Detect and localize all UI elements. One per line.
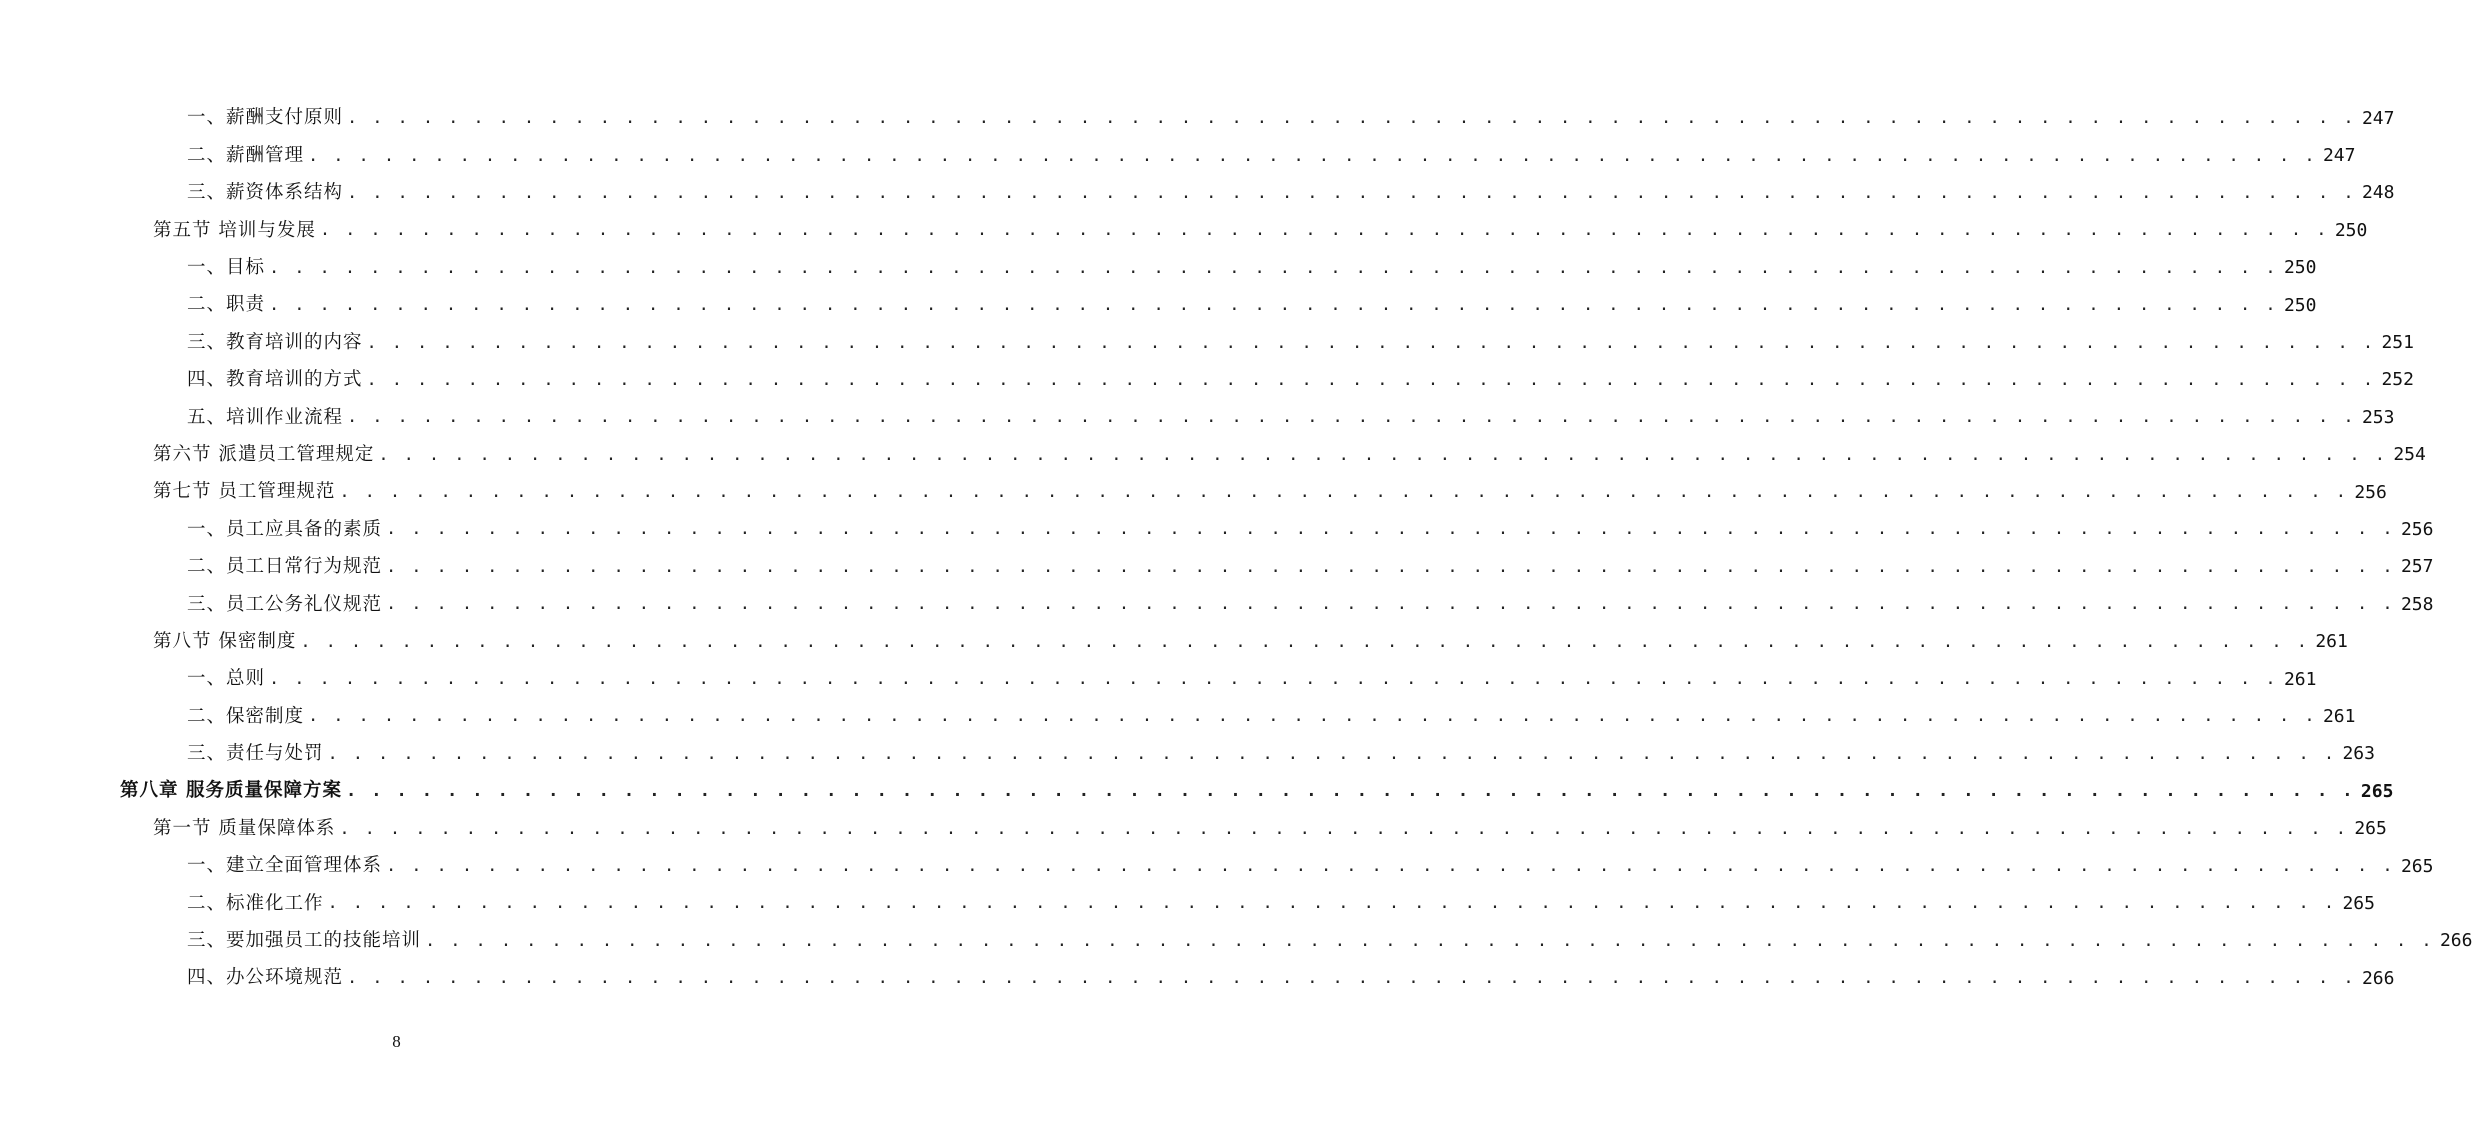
toc-section-entry[interactable]	[0, 474, 2387, 511]
toc-subsection-entry[interactable]	[0, 960, 2395, 997]
toc-entry-page: 266	[2439, 930, 2473, 952]
toc-entry-page: 261	[2322, 705, 2356, 727]
toc-subsection-entry[interactable]	[0, 137, 2356, 174]
toc-dot-leader: . . . . . . . . . . . . . . . . . . . . . . . . . . . . . . . . . . . . . . . . . . . . . . . . . . . . . . . . . . . . . . . . . . . . . . . . . . . . . . . .	[269, 257, 2278, 278]
toc-dot-leader: . . . . . . . . . . . . . . . . . . . . . . . . . . . . . . . . . . . . . . . . . . . . . . . . . . . . . . . . . . . . . . . . . . . . . . . . . . . . . . . .	[345, 781, 2355, 802]
toc-entry-title: 一、总则	[187, 668, 266, 690]
toc-dot-leader: . . . . . . . . . . . . . . . . . . . . . . . . . . . . . . . . . . . . . . . . . . . . . . . . . . . . . . . . . . . . . . . . . . . . . . . . . . . . . . . .	[327, 893, 2337, 914]
toc-entry-title: 第七节 员工管理规范	[153, 481, 336, 503]
toc-subsection-entry[interactable]	[0, 549, 2434, 586]
toc-entry-page: 250	[2334, 219, 2368, 241]
toc-entry-title: 三、教育培训的内容	[187, 331, 363, 353]
toc-entry-title: 第八章 服务质量保障方案	[120, 780, 342, 802]
toc-dot-leader: . . . . . . . . . . . . . . . . . . . . . . . . . . . . . . . . . . . . . . . . . . . . . . . . . . . . . . . . . . . . . . . . . . . . . . . . . . . . . . . .	[339, 482, 2349, 503]
toc-entry-page: 253	[2361, 406, 2395, 428]
toc-dot-leader: . . . . . . . . . . . . . . . . . . . . . . . . . . . . . . . . . . . . . . . . . . . . . . . . . . . . . . . . . . . . . . . . . . . . . . . . . . . . . . . .	[347, 407, 2356, 428]
toc-entry-title: 二、薪酬管理	[187, 144, 305, 166]
toc-entry-title: 四、办公环境规范	[187, 967, 344, 989]
toc-dot-leader: . . . . . . . . . . . . . . . . . . . . . . . . . . . . . . . . . . . . . . . . . . . . . . . . . . . . . . . . . . . . . . . . . . . . . . . . . . . . . . . .	[386, 519, 2395, 540]
toc-entry-title: 第六节 派遣员工管理规定	[153, 443, 375, 465]
toc-dot-leader: . . . . . . . . . . . . . . . . . . . . . . . . . . . . . . . . . . . . . . . . . . . . . . . . . . . . . . . . . . . . . . . . . . . . . . . . . . . . . . . .	[386, 556, 2395, 577]
toc-entry-page: 265	[2360, 780, 2394, 802]
toc-entry-title: 四、教育培训的方式	[187, 369, 363, 391]
toc-entry-page: 266	[2361, 967, 2395, 989]
toc-entry-page: 251	[2381, 332, 2414, 354]
toc-entry-page: 250	[2283, 257, 2317, 279]
toc-entry-title: 一、薪酬支付原则	[187, 107, 344, 129]
page-number: 8	[392, 1032, 401, 1051]
toc-dot-leader: . . . . . . . . . . . . . . . . . . . . . . . . . . . . . . . . . . . . . . . . . . . . . . . . . . . . . . . . . . . . . . . . . . . . . . . . . . . . . . . .	[269, 669, 2278, 690]
toc-dot-leader: . . . . . . . . . . . . . . . . . . . . . . . . . . . . . . . . . . . . . . . . . . . . . . . . . . . . . . . . . . . . . . . . . . . . . . . . . . . . . . . .	[300, 631, 2310, 652]
toc-dot-leader: . . . . . . . . . . . . . . . . . . . . . . . . . . . . . . . . . . . . . . . . . . . . . . . . . . . . . . . . . . . . . . . . . . . . . . . . . . . . . . . .	[319, 220, 2329, 241]
toc-subsection-entry[interactable]	[0, 848, 2434, 885]
toc-entry-page: 247	[2361, 107, 2395, 129]
toc-entry-title: 三、薪资体系结构	[187, 182, 344, 204]
toc-dot-leader: . . . . . . . . . . . . . . . . . . . . . . . . . . . . . . . . . . . . . . . . . . . . . . . . . . . . . . . . . . . . . . . . . . . . . . . . . . . . . . . .	[339, 818, 2349, 839]
toc-entry-page: 257	[2400, 556, 2434, 578]
toc-entry-title: 二、职责	[187, 294, 266, 316]
toc-entry-page: 247	[2322, 145, 2356, 167]
toc-entry-title: 一、建立全面管理体系	[187, 855, 383, 877]
toc-subsection-entry[interactable]	[0, 698, 2356, 735]
toc-subsection-entry[interactable]	[0, 324, 2414, 361]
toc-entry-title: 三、要加强员工的技能培训	[187, 930, 422, 952]
toc-dot-leader: . . . . . . . . . . . . . . . . . . . . . . . . . . . . . . . . . . . . . . . . . . . . . . . . . . . . . . . . . . . . . . . . . . . . . . . . . . . . . . . .	[327, 743, 2337, 764]
toc-entry-title: 二、员工日常行为规范	[187, 556, 383, 578]
toc-dot-leader: . . . . . . . . . . . . . . . . . . . . . . . . . . . . . . . . . . . . . . . . . . . . . . . . . . . . . . . . . . . . . . . . . . . . . . . . . . . . . . . .	[347, 108, 2356, 129]
toc-entry-title: 一、员工应具备的素质	[187, 518, 383, 540]
toc-dot-leader: . . . . . . . . . . . . . . . . . . . . . . . . . . . . . . . . . . . . . . . . . . . . . . . . . . . . . . . . . . . . . . . . . . . . . . . . . . . . . . . .	[308, 706, 2317, 727]
toc-entry-title: 二、保密制度	[187, 705, 305, 727]
toc-entry-title: 一、目标	[187, 257, 266, 278]
toc-dot-leader: . . . . . . . . . . . . . . . . . . . . . . . . . . . . . . . . . . . . . . . . . . . . . . . . . . . . . . . . . . . . . . . . . . . . . . . . . . . . . . . .	[347, 968, 2356, 989]
toc-entry-page: 261	[2283, 668, 2317, 690]
toc-subsection-entry[interactable]	[0, 100, 2395, 137]
toc-entry-page: 263	[2342, 743, 2375, 765]
toc-section-entry[interactable]	[0, 437, 2426, 474]
toc-entry-page: 265	[2354, 818, 2387, 840]
toc-entry-page: 256	[2354, 481, 2387, 503]
toc-entry-page: 252	[2381, 369, 2414, 391]
toc-entry-page: 265	[2342, 892, 2375, 914]
toc-entry-page: 254	[2393, 444, 2426, 466]
toc-subsection-entry[interactable]	[0, 736, 2375, 773]
toc-subsection-entry[interactable]	[0, 661, 2317, 698]
toc-entry-page: 261	[2315, 631, 2348, 653]
toc-entry-title: 五、培训作业流程	[187, 406, 344, 428]
toc-dot-leader: . . . . . . . . . . . . . . . . . . . . . . . . . . . . . . . . . . . . . . . . . . . . . . . . . . . . . . . . . . . . . . . . . . . . . . . . . . . . . . . .	[425, 930, 2434, 951]
toc-subsection-entry[interactable]	[0, 362, 2414, 399]
toc-entry-page: 265	[2400, 855, 2434, 877]
toc-entry-title: 三、员工公务礼仪规范	[187, 593, 383, 615]
toc-entry-title: 二、标准化工作	[187, 892, 324, 914]
toc-dot-leader: . . . . . . . . . . . . . . . . . . . . . . . . . . . . . . . . . . . . . . . . . . . . . . . . . . . . . . . . . . . . . . . . . . . . . . . . . . . . . . . .	[308, 145, 2317, 166]
toc-dot-leader: . . . . . . . . . . . . . . . . . . . . . . . . . . . . . . . . . . . . . . . . . . . . . . . . . . . . . . . . . . . . . . . . . . . . . . . . . . . . . . . .	[269, 295, 2278, 316]
toc-chapter-entry[interactable]	[0, 773, 2394, 810]
toc-subsection-entry[interactable]	[0, 586, 2434, 623]
toc-subsection-entry[interactable]	[0, 923, 2473, 960]
toc-subsection-entry[interactable]	[0, 885, 2375, 922]
toc-dot-leader: . . . . . . . . . . . . . . . . . . . . . . . . . . . . . . . . . . . . . . . . . . . . . . . . . . . . . . . . . . . . . . . . . . . . . . . . . . . . . . . .	[366, 369, 2376, 390]
toc-entry-page: 258	[2400, 593, 2434, 615]
toc-subsection-entry[interactable]	[0, 511, 2434, 548]
toc-entry-title: 三、责任与处罚	[187, 743, 324, 765]
toc-subsection-entry[interactable]	[0, 287, 2317, 324]
table-of-contents	[0, 100, 2473, 997]
toc-section-entry[interactable]	[0, 212, 2368, 249]
toc-entry-page: 250	[2283, 294, 2317, 316]
toc-dot-leader: . . . . . . . . . . . . . . . . . . . . . . . . . . . . . . . . . . . . . . . . . . . . . . . . . . . . . . . . . . . . . . . . . . . . . . . . . . . . . . . .	[386, 594, 2395, 615]
toc-entry-page: 248	[2361, 182, 2395, 204]
toc-dot-leader: . . . . . . . . . . . . . . . . . . . . . . . . . . . . . . . . . . . . . . . . . . . . . . . . . . . . . . . . . . . . . . . . . . . . . . . . . . . . . . . .	[386, 856, 2395, 876]
toc-entry-page: 256	[2400, 518, 2434, 540]
toc-section-entry[interactable]	[0, 623, 2348, 660]
toc-entry-title: 第五节 培训与发展	[153, 219, 316, 241]
toc-subsection-entry[interactable]	[0, 399, 2395, 436]
toc-dot-leader: . . . . . . . . . . . . . . . . . . . . . . . . . . . . . . . . . . . . . . . . . . . . . . . . . . . . . . . . . . . . . . . . . . . . . . . . . . . . . . . .	[366, 332, 2376, 353]
toc-section-entry[interactable]	[0, 810, 2387, 847]
toc-entry-title: 第一节 质量保障体系	[153, 817, 336, 839]
toc-dot-leader: . . . . . . . . . . . . . . . . . . . . . . . . . . . . . . . . . . . . . . . . . . . . . . . . . . . . . . . . . . . . . . . . . . . . . . . . . . . . . . . .	[347, 182, 2356, 203]
toc-subsection-entry[interactable]	[0, 250, 2317, 287]
toc-entry-title: 第八节 保密制度	[153, 630, 297, 652]
toc-subsection-entry[interactable]	[0, 175, 2395, 212]
toc-dot-leader: . . . . . . . . . . . . . . . . . . . . . . . . . . . . . . . . . . . . . . . . . . . . . . . . . . . . . . . . . . . . . . . . . . . . . . . . . . . . . . . .	[378, 444, 2388, 465]
